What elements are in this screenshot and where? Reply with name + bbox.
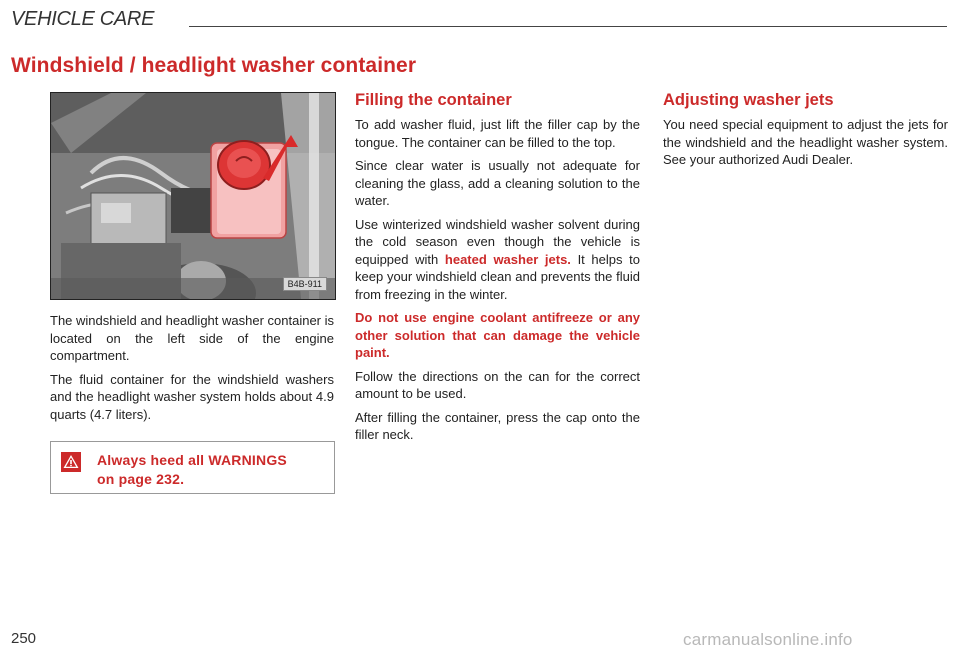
warning-triangle-icon <box>61 452 81 472</box>
page-title: Windshield / headlight washer container <box>11 54 417 77</box>
figure-code: B4B-911 <box>283 277 327 291</box>
filling-paragraph-3-end: It helps to keep your windshield clean and prevents the fluid from freezing in the winter. <box>355 251 640 302</box>
washer-container-illustration <box>51 93 335 299</box>
filling-paragraph-1: To add washer fluid, just lift the filler cap by the tongue. The container can be filled to the top. <box>355 117 640 150</box>
watermark: carmanualsonline.info <box>683 630 853 649</box>
warning-box <box>50 441 335 494</box>
antifreeze-caution: Do not use engine coolant antifreeze or any other solution that can damage the vehicle paint. <box>355 310 640 360</box>
filling-paragraph-3 <box>355 216 640 304</box>
left-column <box>50 312 334 429</box>
filling-heading: Filling the container <box>355 91 512 109</box>
heated-washer-jets-emphasis: heated washer jets. <box>444 251 571 267</box>
filling-paragraph-5: Follow the directions on the can for the correct amount to be used. <box>355 368 640 401</box>
page-header <box>11 6 947 40</box>
adjusting-heading: Adjusting washer jets <box>663 91 834 109</box>
page-number: 250 <box>11 630 37 647</box>
filling-paragraph-3-start: Use winterized windshield washer solvent during the cold season even though the vehicle is equipped with <box>355 216 640 267</box>
header-rule <box>189 26 947 27</box>
adjusting-paragraph: You need special equipment to adjust the jets for the windshield and the headlight washer system. See your authorized Audi Dealer. <box>663 117 948 167</box>
location-paragraph: The windshield and headlight washer container is located on the left side of the engine compartment. <box>50 313 335 363</box>
section-title: VEHICLE CARE <box>11 8 155 30</box>
warning-text <box>97 451 287 489</box>
warning-line-2: on page 232. <box>97 471 185 487</box>
capacity-paragraph: The fluid container for the windshield washers and the headlight washer system holds about 4.9 quarts (4.7 liters). <box>50 371 334 422</box>
filling-paragraph-2: Since clear water is usually not adequate for cleaning the glass, add a cleaning solution to the water. <box>355 158 640 208</box>
warning-line-1: Always heed all WARNINGS <box>97 452 287 468</box>
filling-paragraph-6: After filling the container, press the cap onto the filler neck. <box>355 409 640 442</box>
middle-column <box>355 90 640 450</box>
right-column <box>663 90 948 175</box>
engine-compartment-photo <box>50 92 336 300</box>
